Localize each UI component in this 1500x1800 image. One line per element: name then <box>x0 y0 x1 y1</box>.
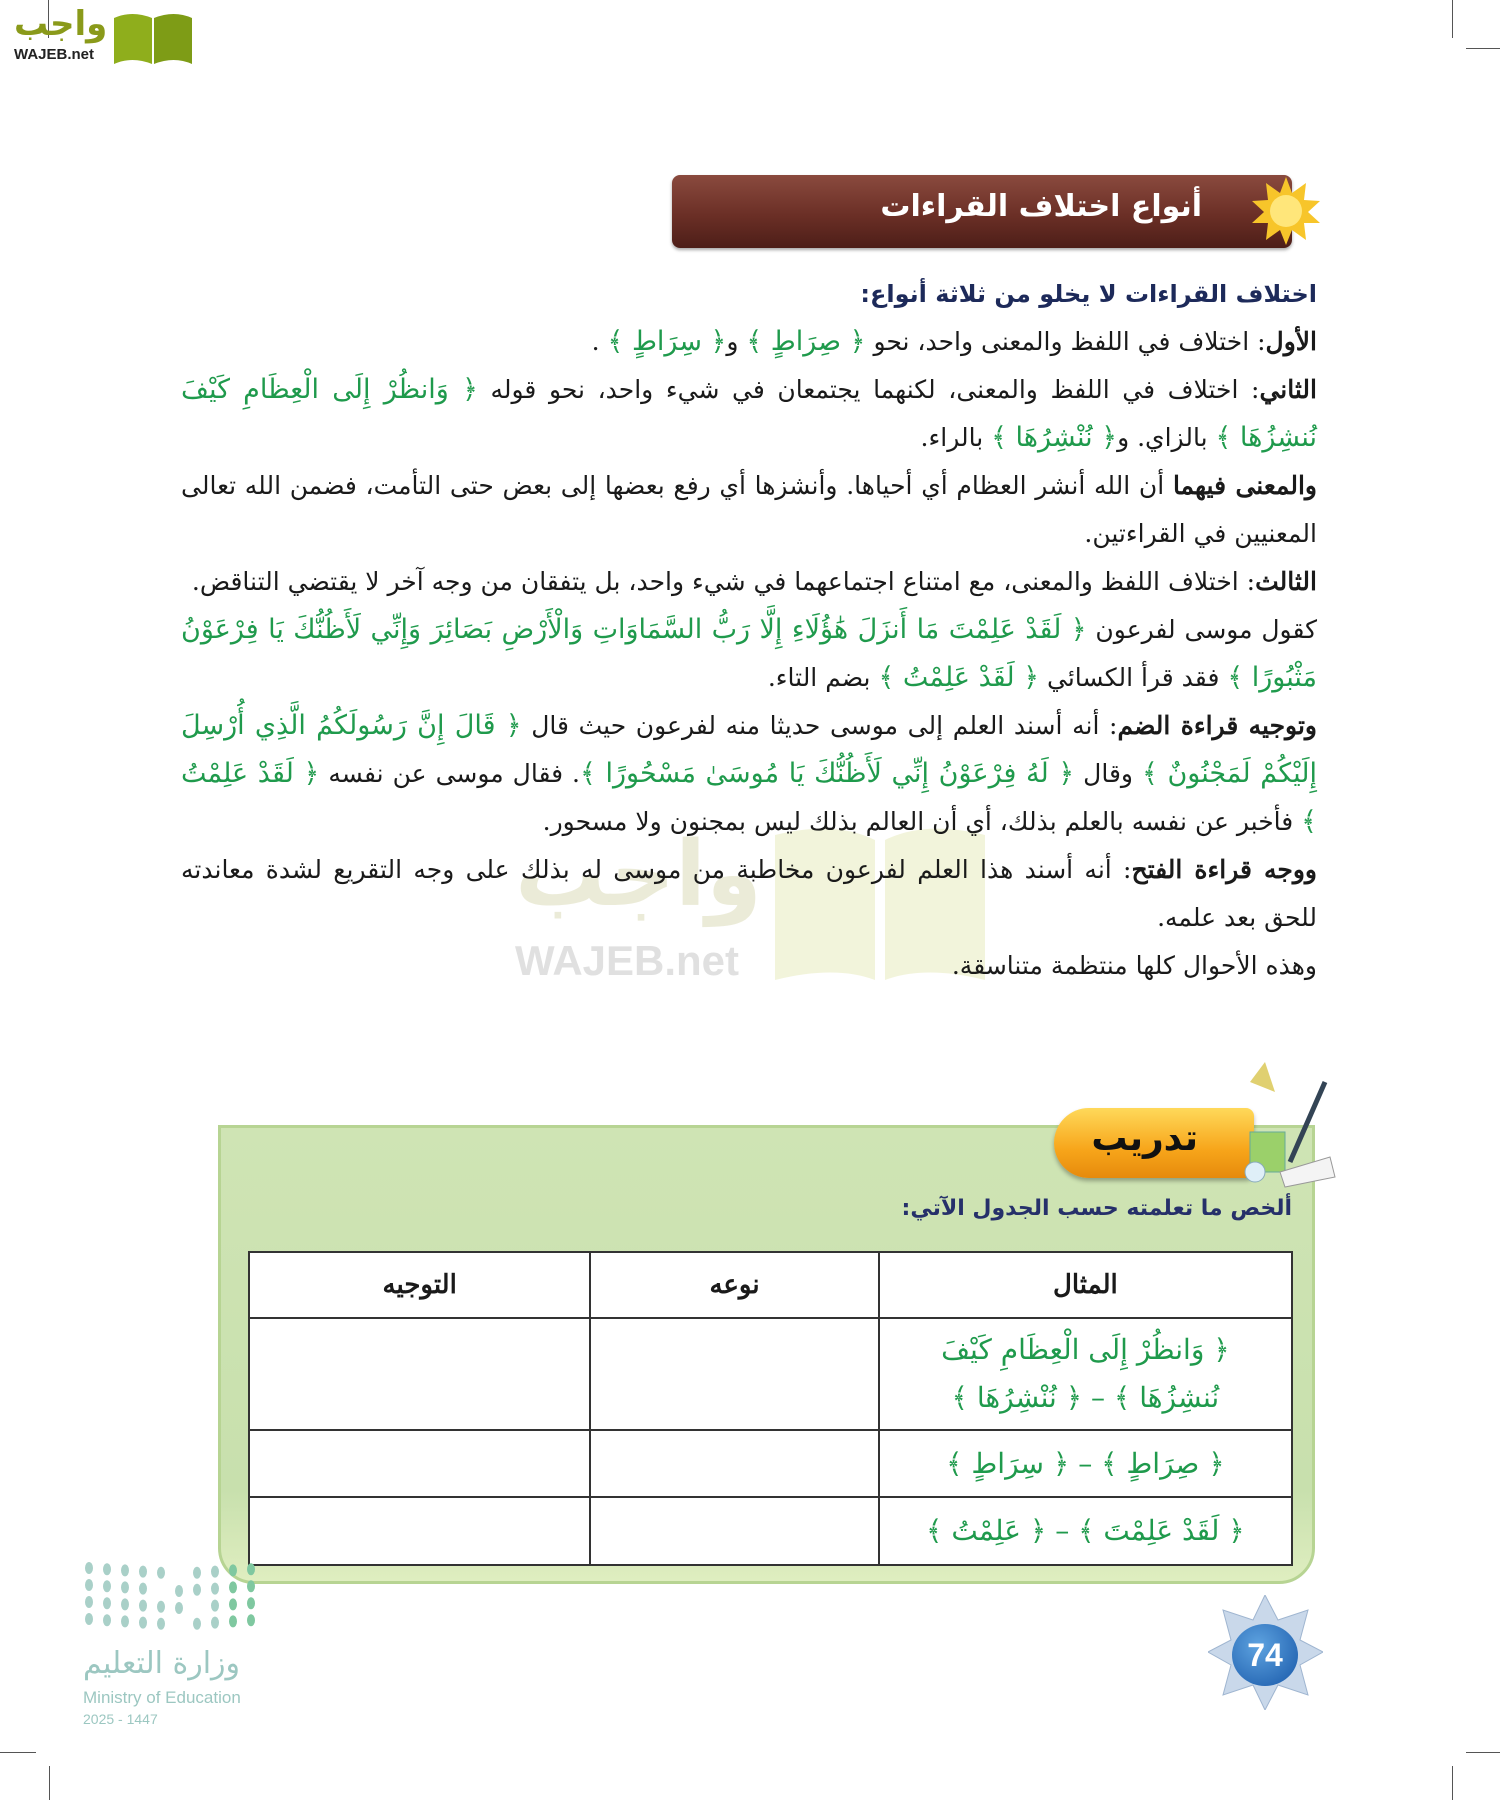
logo-dot <box>193 1584 201 1596</box>
svg-text:WAJEB.net: WAJEB.net <box>515 937 740 984</box>
paragraph <box>181 462 1317 558</box>
book-icon <box>110 10 196 66</box>
paragraph <box>181 702 1317 846</box>
lead-heading: اختلاف القراءات لا يخلو من ثلاثة أنواع: <box>860 280 1317 308</box>
lesson-content <box>181 270 1317 990</box>
logo-dot <box>103 1597 111 1609</box>
quran-verse: ﴿ لَقَدْ عَلِمْتُ ﴾ <box>181 758 1317 837</box>
training-instruction: ألخص ما تعلمته حسب الجدول الآتي: <box>901 1196 1292 1221</box>
text-run: : أنه أسند العلم إلى موسى حديثا منه لفرعون حيث قال <box>521 711 1118 740</box>
type-cell[interactable] <box>590 1318 878 1430</box>
crop-mark <box>0 1752 36 1753</box>
logo-dot <box>157 1567 165 1579</box>
logo-dot <box>247 1597 255 1609</box>
logo-dot <box>247 1580 255 1592</box>
logo-dot <box>103 1614 111 1626</box>
logo-dot <box>139 1566 147 1578</box>
logo-dot <box>175 1585 183 1597</box>
ministry-year: 2025 - 1447 <box>83 1711 158 1727</box>
logo-dot <box>211 1600 219 1612</box>
logo-dot <box>211 1583 219 1595</box>
logo-dot <box>139 1583 147 1595</box>
crop-mark <box>1466 48 1500 49</box>
ministry-name-en: Ministry of Education <box>83 1688 241 1707</box>
quran-verse: ﴿ وَانظُرْ إِلَى الْعِظَامِ كَيْفَ نُنشِزُهَا ﴾ <box>181 374 1317 453</box>
logo-dot <box>121 1615 129 1627</box>
quran-verse: ﴿ صِرَاطٍ ﴾ <box>746 326 866 357</box>
paragraph <box>181 270 1317 318</box>
bold-term: الثالث <box>1255 567 1317 596</box>
text-run: فقد قرأ الكسائي <box>1039 663 1228 692</box>
quran-verse: ﴿ لَهُ فِرْعَوْنُ إِنِّي لَأَظُنُّكَ يَا مُوسَىٰ مَسْحُورًا ﴾ <box>580 758 1075 789</box>
logo-dot <box>211 1566 219 1578</box>
type-cell[interactable] <box>590 1430 878 1497</box>
text-run: : أنه أسند هذا العلم لفرعون مخاطبة من موسى له بذلك على وجه التقريع لشدة معاندته للحق بعد علمه. <box>181 855 1317 932</box>
example-cell: ﴿ وَانظُرْ إِلَى الْعِظَامِ كَيْفَ نُنشِزُهَا ﴾ – ﴿ نُنْشِرُهَا ﴾ <box>879 1318 1292 1430</box>
quran-verse: ﴿ سِرَاطٍ ﴾ <box>607 326 727 357</box>
text-run: كقول موسى لفرعون <box>1086 615 1317 644</box>
table-header-row <box>249 1252 1292 1318</box>
logo-dot <box>85 1596 93 1608</box>
ministry-dots-icon <box>83 1561 268 1631</box>
summary-table <box>248 1251 1293 1566</box>
logo-dot <box>175 1602 183 1614</box>
quran-verse: ﴿ لَقَدْ عَلِمْتَ مَا أَنزَلَ هَٰؤُلَاءِ إِلَّا رَبُّ السَّمَاوَاتِ وَالْأَرْضِ بَصَائِرَ وَإِنِّي لَأَظُنُّكَ يَا فِرْعَوْنُ مَثْبُورًا ﴾ <box>181 614 1317 693</box>
paragraph <box>181 942 1317 990</box>
header-type: نوعه <box>590 1252 878 1318</box>
quran-verse: ﴿ نُنْشِرُهَا ﴾ <box>991 422 1118 453</box>
reason-cell[interactable] <box>249 1430 590 1497</box>
training-badge <box>1054 1108 1254 1178</box>
logo-dot <box>211 1617 219 1629</box>
text-run: وقال <box>1074 759 1142 788</box>
logo-dot <box>157 1618 165 1630</box>
logo-dot <box>193 1567 201 1579</box>
logo-dot <box>157 1601 165 1613</box>
bold-term: الثاني <box>1259 375 1317 404</box>
svg-text:واجب: واجب <box>515 822 762 927</box>
logo-dot <box>229 1564 237 1576</box>
logo-dot <box>139 1617 147 1629</box>
logo-dot <box>103 1563 111 1575</box>
logo-dot <box>139 1600 147 1612</box>
text-run: . <box>591 327 608 356</box>
type-cell[interactable] <box>590 1497 878 1565</box>
table-row <box>249 1497 1292 1565</box>
text-run: و <box>726 327 747 356</box>
paragraph <box>181 606 1317 702</box>
bold-term: ووجه قراءة الفتح <box>1131 855 1317 884</box>
logo-dot <box>121 1598 129 1610</box>
reason-cell[interactable] <box>249 1318 590 1430</box>
table-row <box>249 1318 1292 1430</box>
header-reason: التوجيه <box>249 1252 590 1318</box>
example-cell: ﴿ لَقَدْ عَلِمْتَ ﴾ – ﴿ عَلِمْتُ ﴾ <box>879 1497 1292 1565</box>
site-logo-net: WAJEB.net <box>14 46 95 63</box>
bold-term: الأول <box>1265 327 1317 356</box>
logo-dot <box>229 1581 237 1593</box>
paragraph <box>181 846 1317 942</box>
logo-dot <box>229 1615 237 1627</box>
ministry-name-ar: وزارة التعليم <box>83 1646 241 1681</box>
logo-dot <box>247 1563 255 1575</box>
logo-dot <box>85 1562 93 1574</box>
paragraph <box>181 558 1317 606</box>
table-row <box>249 1430 1292 1497</box>
quran-verse: ﴿ قَالَ إِنَّ رَسُولَكُمُ الَّذِي أُرْسِلَ إِلَيْكُمْ لَمَجْنُونٌ ﴾ <box>181 710 1318 789</box>
text-run: بالراء. <box>920 423 992 452</box>
stationery-icon <box>1230 1062 1340 1192</box>
logo-dot <box>85 1613 93 1625</box>
logo-dot <box>121 1581 129 1593</box>
text-run: : اختلاف اللفظ والمعنى، مع امتناع اجتماعهما في شيء واحد، بل يتفقان من وجه آخر لا يقتضي التناقض. <box>191 567 1256 596</box>
crop-mark <box>49 1766 50 1800</box>
header-example: المثال <box>879 1252 1292 1318</box>
text-run: فأخبر عن نفسه بالعلم بذلك، أي أن العالم بذلك ليس بمجنون ولا مسحور. <box>542 807 1302 836</box>
quran-verse: ﴿ لَقَدْ عَلِمْتُ ﴾ <box>878 662 1040 693</box>
section-title: أنواع اختلاف القراءات <box>880 189 1202 224</box>
logo-dot <box>103 1580 111 1592</box>
bold-term: والمعنى فيهما <box>1172 471 1318 500</box>
site-logo-word: واجب <box>14 4 108 44</box>
section-header <box>672 175 1292 248</box>
paragraph <box>181 318 1317 366</box>
site-logo[interactable] <box>10 4 190 70</box>
crop-mark <box>1452 0 1453 38</box>
training-badge-label: تدريب <box>1091 1118 1198 1159</box>
text-run: وهذه الأحوال كلها منتظمة متناسقة. <box>951 951 1317 980</box>
example-cell: ﴿ صِرَاطٍ ﴾ – ﴿ سِرَاطٍ ﴾ <box>879 1430 1292 1497</box>
text-run: بضم التاء. <box>767 663 879 692</box>
crop-mark <box>1452 1766 1453 1800</box>
bold-term: وتوجيه قراءة الضم <box>1117 711 1318 740</box>
crop-mark <box>1466 1752 1500 1753</box>
text-run: : اختلاف في اللفظ والمعنى، لكنهما يجتمعان في شيء واحد، نحو قوله <box>477 375 1260 404</box>
text-run: أن الله أنشر العظام أي أحياها. وأنشزها أي رفع بعضها إلى بعض حتى التأمت، فضمن الله تعالى المعنيين في القراءتين. <box>181 471 1317 548</box>
logo-dot <box>229 1598 237 1610</box>
reason-cell[interactable] <box>249 1497 590 1565</box>
ministry-logo <box>83 1561 273 1726</box>
sun-icon <box>1250 175 1322 247</box>
logo-dot <box>121 1564 129 1576</box>
paragraph <box>181 366 1317 462</box>
logo-dot <box>85 1579 93 1591</box>
text-run: : اختلاف في اللفظ والمعنى واحد، نحو <box>865 327 1266 356</box>
text-run: . فقال موسى عن نفسه <box>319 759 580 788</box>
text-run: بالزاي. و <box>1117 423 1216 452</box>
logo-dot <box>193 1618 201 1630</box>
logo-dot <box>247 1614 255 1626</box>
page-number: 74 <box>1232 1624 1298 1686</box>
